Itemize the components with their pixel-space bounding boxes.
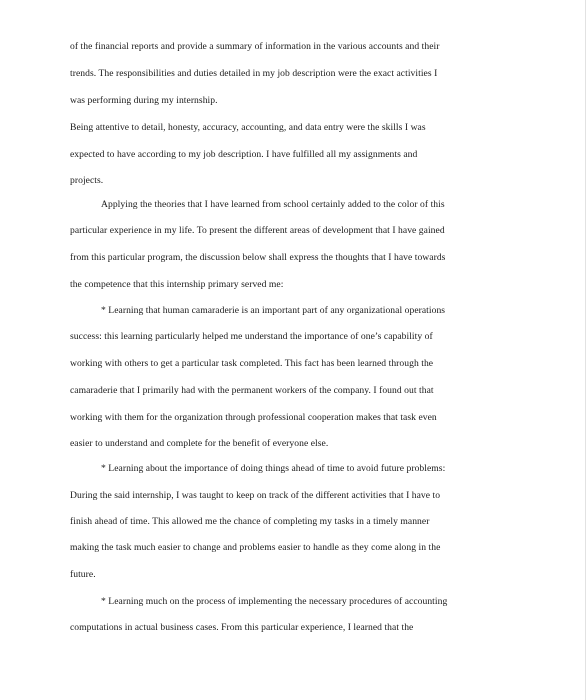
text-line: future.	[70, 569, 96, 580]
bullet-line: * Learning about the importance of doing things ahead of time to avoid future problems:	[101, 463, 446, 474]
text-line: trends. The responsibilities and duties detailed in my job description were the exact activities I	[70, 68, 438, 79]
text-line: projects.	[70, 175, 104, 186]
text-line: easier to understand and complete for the benefit of everyone else.	[70, 438, 329, 449]
text-line: the competence that this internship primary served me:	[70, 279, 284, 290]
text-line: During the said internship, I was taught to keep on track of the different activities that I have to	[70, 490, 441, 501]
text-line: particular experience in my life. To present the different areas of development that I have gained	[70, 225, 445, 236]
text-line: expected to have according to my job description. I have fulfilled all my assignments and	[70, 149, 418, 160]
text-line: computations in actual business cases. From this particular experience, I learned that the	[70, 622, 414, 633]
text-line: Being attentive to detail, honesty, accuracy, accounting, and data entry were the skills I was	[70, 122, 426, 133]
text-line: finish ahead of time. This allowed me the chance of completing my tasks in a timely manner	[70, 516, 430, 527]
text-line: Applying the theories that I have learned from school certainly added to the color of this	[101, 199, 445, 210]
text-line: making the task much easier to change and problems easier to handle as they come along in the	[70, 542, 441, 553]
text-line: from this particular program, the discussion below shall express the thoughts that I have towards	[70, 252, 446, 263]
text-line: working with others to get a particular task completed. This fact has been learned through the	[70, 358, 434, 369]
text-line: success: this learning particularly helped me understand the importance of one’s capability of	[70, 331, 433, 342]
text-line: was performing during my internship.	[70, 95, 218, 106]
text-line: camaraderie that I primarily had with the permanent workers of the company. I found out that	[70, 385, 434, 396]
bullet-line: * Learning that human camaraderie is an important part of any organizational operations	[101, 305, 446, 316]
text-line: working with them for the organization through professional cooperation makes that task even	[70, 412, 437, 423]
bullet-line: * Learning much on the process of implementing the necessary procedures of accounting	[101, 596, 448, 607]
text-line: of the financial reports and provide a summary of information in the various accounts and their	[70, 41, 440, 52]
